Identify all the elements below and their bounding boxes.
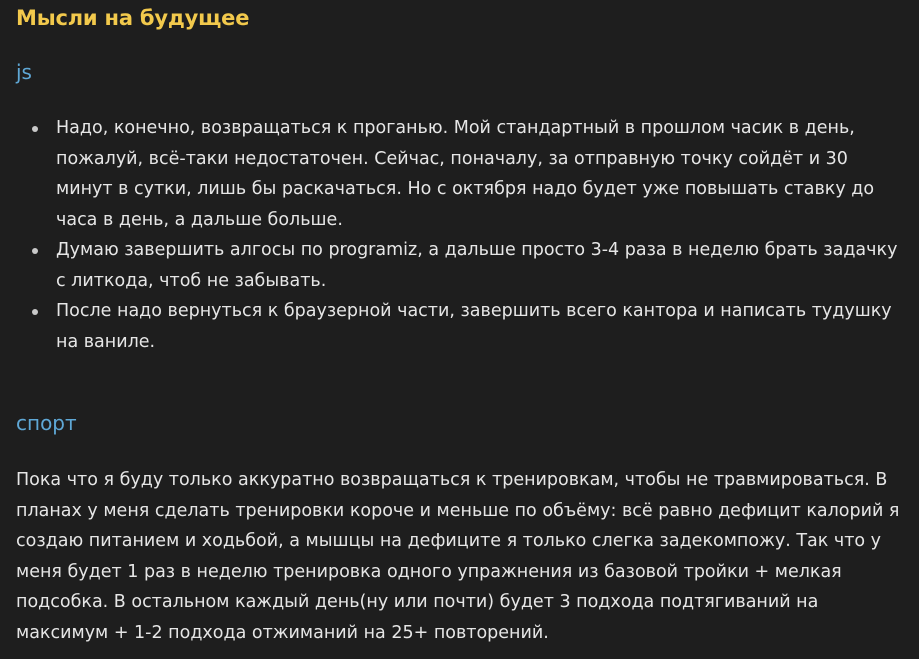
list-item-text: Надо, конечно, возвращаться к проганью. Мой стандартный в прошлом часик в день, пожалуй, всё-таки недостаточен. Сейчас, поначалу, за отправную точку сойдёт и 30 минут в сутки, лишь бы раскачаться. Но с октября надо будет уже повышать ставку до часа в день, а дальше больше. [56, 118, 875, 230]
list-item-text: После надо вернуться к браузерной части, завершить всего кантора и написать тудушку на ваниле. [56, 301, 892, 352]
list-item-text: Думаю завершить алгосы по programiz, а дальше просто 3-4 раза в неделю брать задачку с литкода, чтоб не забывать. [56, 240, 898, 291]
section-heading-js: js [16, 60, 32, 84]
page-title: Мысли на будущее [16, 6, 250, 30]
section-heading-sport: спорт [16, 411, 77, 435]
bullet-icon [32, 248, 38, 254]
bullet-icon [32, 126, 38, 132]
list-item [16, 235, 903, 296]
list-item [16, 296, 903, 357]
bullet-icon [32, 309, 38, 315]
sport-paragraph: Пока что я буду только аккуратно возвращаться к тренировкам, чтобы не травмироваться. В планах у меня сделать тренировки короче и меньше по объёму: всё равно дефицит калорий я создаю питанием и ходьбой, а мышцы на дефиците я только слегка задекомпожу. Так что у меня будет 1 раз в неделю тренировка одного упражнения из базовой тройки + мелкая подсобка. В остальном каждый день(ну или почти) будет 3 подхода подтягиваний на максимум + 1-2 подхода отжиманий на 25+ повторений. [16, 470, 900, 643]
list-item [16, 113, 903, 235]
js-bullet-list [16, 113, 903, 357]
